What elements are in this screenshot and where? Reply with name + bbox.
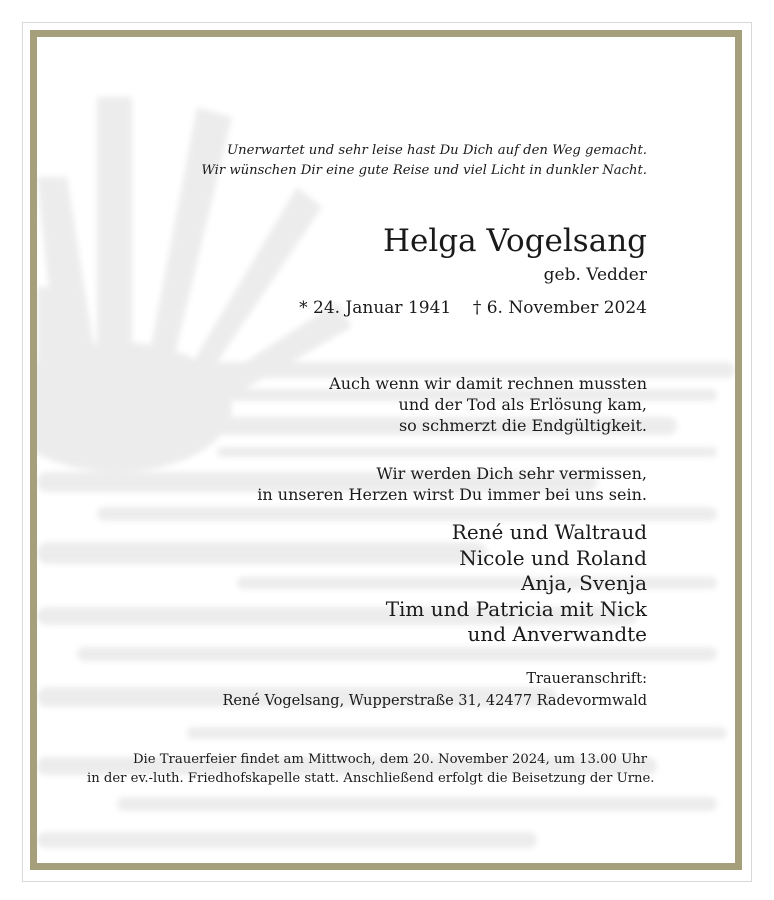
- poem-line: Wir werden Dich sehr vermissen,: [376, 464, 647, 483]
- motto-line: Unerwartet und sehr leise hast Du Dich auf den Weg gemacht.: [227, 143, 647, 158]
- life-dates-text: * 24. Januar 1941 † 6. November 2024: [299, 298, 647, 318]
- poem-line: so schmerzt die Endgültigkeit.: [398, 416, 647, 435]
- poem-line: und der Tod als Erlösung kam,: [398, 395, 647, 414]
- obituary-content: [37, 37, 735, 863]
- deceased-name: Helga Vogelsang: [383, 223, 647, 259]
- life-dates: [247, 298, 647, 318]
- poem-line: in unseren Herzen wirst Du immer bei uns sein.: [257, 485, 647, 504]
- mourners-list: [247, 520, 647, 648]
- poem-stanza-1: [247, 373, 647, 436]
- motto-text: [127, 141, 647, 181]
- notice-line: in der ev.-luth. Friedhofskapelle statt. Anschließend erfolgt die Beisetzung der Urne.: [87, 770, 655, 786]
- born-name: geb. Vedder: [543, 265, 647, 285]
- motto-line: Wir wünschen Dir eine gute Reise und viel Licht in dunkler Nacht.: [201, 163, 647, 178]
- poem-line: Auch wenn wir damit rechnen mussten: [329, 374, 647, 393]
- mourner-entry: Nicole und Roland: [459, 545, 647, 570]
- ceremony-notice: [87, 751, 655, 788]
- obituary-frame: [30, 30, 742, 870]
- poem-stanza-2: [187, 463, 647, 505]
- mourning-address-label: Traueranschrift:: [526, 671, 647, 687]
- notice-line: Die Trauerfeier findet am Mittwoch, dem 20. November 2024, um 13.00 Uhr: [132, 752, 647, 767]
- mourner-entry: René und Waltraud: [451, 520, 647, 544]
- mourner-entry: Anja, Svenja: [520, 571, 647, 595]
- mourning-address: René Vogelsang, Wupperstraße 31, 42477 Radevormwald: [222, 693, 647, 709]
- mourner-entry: und Anverwandte: [467, 622, 647, 646]
- mourner-entry: Tim und Patricia mit Nick: [385, 596, 647, 621]
